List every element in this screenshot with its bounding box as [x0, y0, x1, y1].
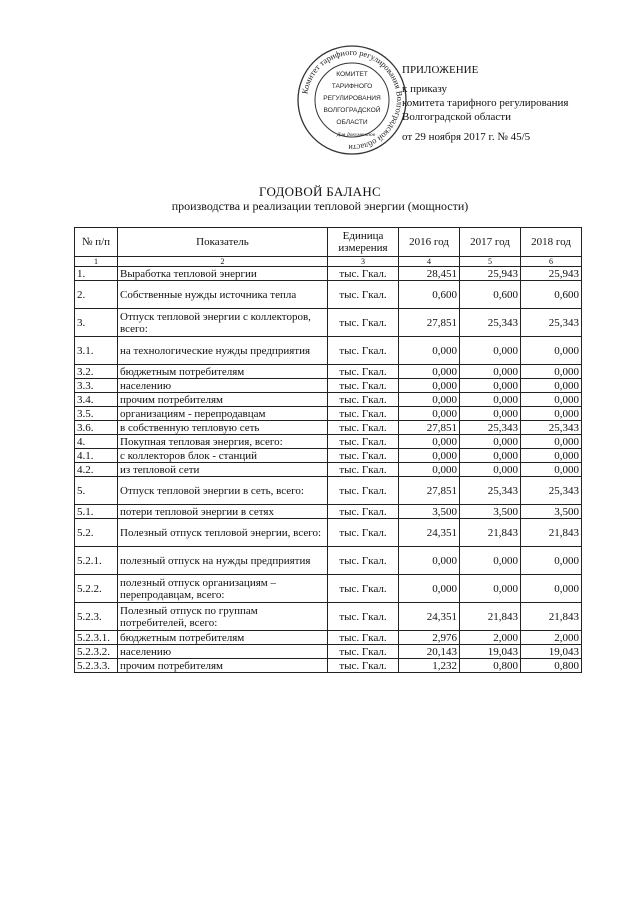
- row-indicator: Отпуск тепловой энергии в сеть, всего:: [118, 477, 328, 505]
- row-unit: тыс. Гкал.: [328, 645, 399, 659]
- row-value-2018: 0,000: [521, 547, 582, 575]
- appendix-line: Волгоградской области: [402, 111, 511, 123]
- row-value-2018: 25,343: [521, 309, 582, 337]
- row-value-2017: 0,000: [460, 365, 521, 379]
- row-value-2018: 25,343: [521, 421, 582, 435]
- row-indicator: полезный отпуск организациям – перепродавцам, всего:: [118, 575, 328, 603]
- appendix-line: к приказу: [402, 83, 448, 95]
- column-number: 1: [75, 257, 118, 267]
- row-value-2018: 0,000: [521, 365, 582, 379]
- table-row: [75, 631, 582, 645]
- row-unit: тыс. Гкал.: [328, 435, 399, 449]
- row-number: 3.6.: [75, 421, 118, 435]
- row-number: 2.: [75, 281, 118, 309]
- row-value-2016: 1,232: [399, 659, 460, 673]
- row-unit: тыс. Гкал.: [328, 463, 399, 477]
- row-value-2017: 0,000: [460, 575, 521, 603]
- row-indicator: в собственную тепловую сеть: [118, 421, 328, 435]
- row-value-2018: 0,000: [521, 379, 582, 393]
- balance-table: [74, 227, 582, 673]
- appendix-title: ПРИЛОЖЕНИЕ: [402, 64, 479, 76]
- header-2016: 2016 год: [399, 228, 460, 257]
- table-row: [75, 393, 582, 407]
- row-number: 5.2.3.1.: [75, 631, 118, 645]
- table-row: [75, 379, 582, 393]
- row-number: 1.: [75, 267, 118, 281]
- row-value-2017: 21,843: [460, 603, 521, 631]
- row-unit: тыс. Гкал.: [328, 281, 399, 309]
- row-value-2018: 0,800: [521, 659, 582, 673]
- row-indicator: Отпуск тепловой энергии с коллекторов, всего:: [118, 309, 328, 337]
- row-number: 3.2.: [75, 365, 118, 379]
- row-value-2017: 0,000: [460, 393, 521, 407]
- header-2017: 2017 год: [460, 228, 521, 257]
- row-indicator: прочим потребителям: [118, 393, 328, 407]
- table-row: [75, 659, 582, 673]
- table-row: [75, 407, 582, 421]
- column-number: 4: [399, 257, 460, 267]
- row-number: 4.: [75, 435, 118, 449]
- row-value-2016: 24,351: [399, 519, 460, 547]
- row-value-2017: 25,343: [460, 309, 521, 337]
- seal-inner-line: КОМИТЕТ: [336, 71, 368, 78]
- row-value-2017: 25,343: [460, 421, 521, 435]
- row-value-2018: 0,000: [521, 449, 582, 463]
- row-unit: тыс. Гкал.: [328, 519, 399, 547]
- header-2018: 2018 год: [521, 228, 582, 257]
- row-value-2017: 0,000: [460, 435, 521, 449]
- table-row: [75, 309, 582, 337]
- row-value-2016: 0,000: [399, 463, 460, 477]
- header-indicator: Показатель: [118, 228, 328, 257]
- row-value-2018: 3,500: [521, 505, 582, 519]
- row-value-2018: 25,343: [521, 477, 582, 505]
- row-indicator: полезный отпуск на нужды предприятия: [118, 547, 328, 575]
- table-row: [75, 645, 582, 659]
- row-number: 4.2.: [75, 463, 118, 477]
- row-value-2016: 27,851: [399, 309, 460, 337]
- row-number: 4.1.: [75, 449, 118, 463]
- row-unit: тыс. Гкал.: [328, 547, 399, 575]
- row-number: 3.4.: [75, 393, 118, 407]
- row-value-2016: 0,000: [399, 407, 460, 421]
- row-value-2017: 0,000: [460, 449, 521, 463]
- row-number: 3.3.: [75, 379, 118, 393]
- table-header-row: [75, 228, 582, 257]
- row-unit: тыс. Гкал.: [328, 477, 399, 505]
- row-value-2016: 0,000: [399, 393, 460, 407]
- table-row: [75, 505, 582, 519]
- column-number: 3: [328, 257, 399, 267]
- row-number: 5.2.: [75, 519, 118, 547]
- row-value-2017: 19,043: [460, 645, 521, 659]
- row-value-2018: 0,000: [521, 463, 582, 477]
- table-row: [75, 365, 582, 379]
- seal-note: Для документов: [336, 132, 376, 138]
- row-indicator: на технологические нужды предприятия: [118, 337, 328, 365]
- column-number: 5: [460, 257, 521, 267]
- row-value-2018: 0,000: [521, 575, 582, 603]
- row-value-2016: 0,000: [399, 379, 460, 393]
- row-value-2017: 0,000: [460, 547, 521, 575]
- row-unit: тыс. Гкал.: [328, 407, 399, 421]
- row-value-2016: 0,000: [399, 575, 460, 603]
- row-value-2016: 20,143: [399, 645, 460, 659]
- row-number: 5.1.: [75, 505, 118, 519]
- row-value-2016: 27,851: [399, 477, 460, 505]
- header-number: № п/п: [75, 228, 118, 257]
- table-row: [75, 449, 582, 463]
- row-value-2016: 0,000: [399, 365, 460, 379]
- seal-inner-line: РЕГУЛИРОВАНИЯ: [323, 95, 381, 102]
- row-indicator: населению: [118, 645, 328, 659]
- row-indicator: Собственные нужды источника тепла: [118, 281, 328, 309]
- row-indicator: Полезный отпуск по группам потребителей, всего:: [118, 603, 328, 631]
- table-row: [75, 603, 582, 631]
- row-value-2016: 0,000: [399, 449, 460, 463]
- table-row: [75, 547, 582, 575]
- row-indicator: бюджетным потребителям: [118, 631, 328, 645]
- row-value-2016: 3,500: [399, 505, 460, 519]
- row-value-2017: 3,500: [460, 505, 521, 519]
- table-row: [75, 519, 582, 547]
- row-value-2016: 0,000: [399, 337, 460, 365]
- row-value-2018: 0,000: [521, 337, 582, 365]
- row-indicator: потери тепловой энергии в сетях: [118, 505, 328, 519]
- column-number: 2: [118, 257, 328, 267]
- appendix-header: [402, 63, 568, 144]
- header-unit: Единица измерения: [328, 228, 399, 257]
- row-value-2016: 27,851: [399, 421, 460, 435]
- row-value-2016: 24,351: [399, 603, 460, 631]
- row-number: 5.: [75, 477, 118, 505]
- column-number: 6: [521, 257, 582, 267]
- row-value-2017: 25,343: [460, 477, 521, 505]
- appendix-date: от 29 ноября 2017 г. № 45/5: [402, 131, 531, 143]
- row-value-2017: 0,000: [460, 407, 521, 421]
- document-title: ГОДОВОЙ БАЛАНС: [258, 184, 382, 199]
- row-indicator: из тепловой сети: [118, 463, 328, 477]
- row-unit: тыс. Гкал.: [328, 267, 399, 281]
- row-value-2018: 0,000: [521, 407, 582, 421]
- table-row: [75, 477, 582, 505]
- row-number: 5.2.3.3.: [75, 659, 118, 673]
- row-unit: тыс. Гкал.: [328, 379, 399, 393]
- seal-inner-line: ВОЛГОГРАДСКОЙ: [323, 107, 381, 114]
- row-value-2017: 21,843: [460, 519, 521, 547]
- row-value-2016: 0,600: [399, 281, 460, 309]
- row-value-2017: 0,000: [460, 463, 521, 477]
- row-indicator: бюджетным потребителям: [118, 365, 328, 379]
- row-number: 3.5.: [75, 407, 118, 421]
- row-value-2016: 28,451: [399, 267, 460, 281]
- row-indicator: прочим потребителям: [118, 659, 328, 673]
- row-value-2016: 0,000: [399, 547, 460, 575]
- row-value-2017: 0,000: [460, 337, 521, 365]
- row-unit: тыс. Гкал.: [328, 365, 399, 379]
- table-row: [75, 435, 582, 449]
- row-indicator: населению: [118, 379, 328, 393]
- row-indicator: Покупная тепловая энергия, всего:: [118, 435, 328, 449]
- row-value-2016: 2,976: [399, 631, 460, 645]
- row-indicator: с коллекторов блок - станций: [118, 449, 328, 463]
- table-row: [75, 337, 582, 365]
- row-value-2018: 19,043: [521, 645, 582, 659]
- appendix-line: комитета тарифного регулирования: [402, 97, 569, 109]
- row-unit: тыс. Гкал.: [328, 631, 399, 645]
- row-number: 5.2.3.2.: [75, 645, 118, 659]
- row-value-2018: 0,000: [521, 393, 582, 407]
- row-value-2017: 0,800: [460, 659, 521, 673]
- row-number: 3.: [75, 309, 118, 337]
- row-unit: тыс. Гкал.: [328, 421, 399, 435]
- column-number-row: [75, 257, 582, 267]
- row-indicator: Полезный отпуск тепловой энергии, всего:: [118, 519, 328, 547]
- row-number: 5.2.2.: [75, 575, 118, 603]
- row-number: 5.2.1.: [75, 547, 118, 575]
- row-unit: тыс. Гкал.: [328, 393, 399, 407]
- table-row: [75, 281, 582, 309]
- row-unit: тыс. Гкал.: [328, 575, 399, 603]
- row-value-2017: 0,600: [460, 281, 521, 309]
- row-unit: тыс. Гкал.: [328, 659, 399, 673]
- row-value-2017: 0,000: [460, 379, 521, 393]
- table-row: [75, 575, 582, 603]
- row-value-2018: 0,600: [521, 281, 582, 309]
- table-row: [75, 267, 582, 281]
- row-indicator: Выработка тепловой энергии: [118, 267, 328, 281]
- row-value-2017: 25,943: [460, 267, 521, 281]
- seal-inner-line: ТАРИФНОГО: [331, 83, 373, 90]
- seal-ring-text: Комитет тарифного регулирования Волгоградской области: [300, 47, 405, 153]
- seal-inner-line: ОБЛАСТИ: [336, 119, 368, 126]
- row-unit: тыс. Гкал.: [328, 309, 399, 337]
- row-value-2018: 21,843: [521, 603, 582, 631]
- row-value-2018: 21,843: [521, 519, 582, 547]
- row-value-2018: 0,000: [521, 435, 582, 449]
- row-value-2017: 2,000: [460, 631, 521, 645]
- row-unit: тыс. Гкал.: [328, 505, 399, 519]
- row-value-2018: 25,943: [521, 267, 582, 281]
- row-number: 5.2.3.: [75, 603, 118, 631]
- row-value-2018: 2,000: [521, 631, 582, 645]
- official-seal: [296, 44, 408, 156]
- table-row: [75, 421, 582, 435]
- row-unit: тыс. Гкал.: [328, 449, 399, 463]
- row-unit: тыс. Гкал.: [328, 603, 399, 631]
- row-unit: тыс. Гкал.: [328, 337, 399, 365]
- row-value-2016: 0,000: [399, 435, 460, 449]
- row-indicator: организациям - перепродавцам: [118, 407, 328, 421]
- document-subtitle: производства и реализации тепловой энергии (мощности): [171, 199, 469, 213]
- table-row: [75, 463, 582, 477]
- row-number: 3.1.: [75, 337, 118, 365]
